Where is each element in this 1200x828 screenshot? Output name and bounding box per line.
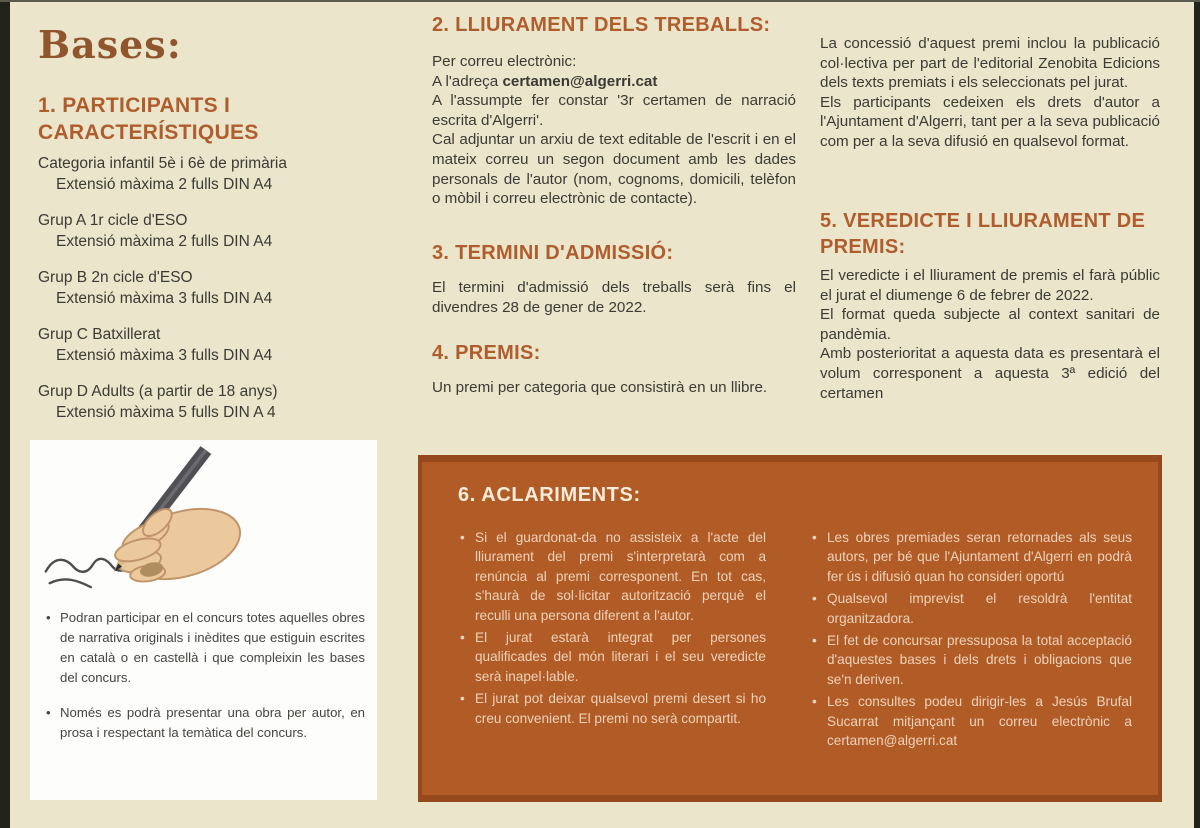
paragraph: A l'assumpte fer constar '3r certamen de narració escrita d'Algerri'.: [432, 92, 796, 129]
section6-heading: 6. ACLARIMENTS:: [458, 484, 641, 506]
aclariments-columns: [458, 528, 1132, 753]
note-item: • Podran participar en el concurs totes aquelles obres de narrativa originals i inèdites que estiguin escrites en català o en castellà i que compleixin les bases del concurs.: [42, 608, 365, 688]
category-detail: Extensió màxima 3 fulls DIN A4: [56, 290, 273, 307]
aclariments-left-column: [458, 528, 766, 753]
paragraph: Els participants cedeixen els drets d'autor a l'Ajuntament d'Algerri, tant per a la seva publicació com per a la seva difusió en qualsevol format.: [820, 93, 1160, 150]
participation-notes: [42, 608, 365, 758]
hand-writing-illustration: [36, 444, 271, 601]
section1-heading: 1. PARTICIPANTS I CARACTERÍSTIQUES: [38, 94, 259, 145]
categories-list: [38, 153, 383, 438]
paragraph: El format queda subjecte al context sanitari de pandèmia.: [820, 306, 1160, 343]
list-item: • Les consultes podeu dirigir-les a Jesús Brufal Sucarrat mitjançant un correu electrònic a certamen@algerri.cat: [810, 692, 1132, 750]
category-item: [38, 267, 383, 309]
category-name: Grup B 2n cicle d'ESO: [38, 269, 193, 286]
page-edge-right: [1194, 0, 1200, 828]
category-name: Categoria infantil 5è i 6è de primària: [38, 155, 287, 172]
section3-heading: 3. TERMINI D'ADMISSIÓ:: [432, 242, 674, 264]
category-name: Grup A 1r cicle d'ESO: [38, 212, 188, 229]
page-edge-top: [0, 0, 1200, 2]
category-detail: Extensió màxima 2 fulls DIN A4: [56, 176, 273, 193]
category-detail: Extensió màxima 3 fulls DIN A4: [56, 347, 273, 364]
paragraph: Per correu electrònic:: [432, 53, 577, 70]
category-detail: Extensió màxima 2 fulls DIN A4: [56, 233, 273, 250]
paragraph: Amb posterioritat a aquesta data es presentarà el volum corresponent a aquesta 3ª edició del certamen: [820, 345, 1160, 402]
delivery-instructions: [432, 52, 796, 209]
category-name: Grup D Adults (a partir de 18 anys): [38, 383, 278, 400]
paragraph: El veredicte i el lliurament de premis el farà públic el jurat el diumenge 6 de febrer de 2022.: [820, 267, 1160, 304]
email-line: [432, 72, 796, 92]
verdict-paragraphs: [820, 266, 1160, 403]
section4-heading: 4. PREMIS:: [432, 342, 541, 364]
note-item: • Només es podrà presentar una obra per autor, en prosa i respectant la temàtica del concurs.: [42, 703, 365, 743]
category-detail: Extensió màxima 5 fulls DIN A 4: [56, 404, 276, 421]
email-address: certamen@algerri.cat: [502, 72, 658, 90]
publication-paragraphs: [820, 34, 1160, 152]
list-item: • Si el guardonat-da no assisteix a l'acte del lliurament del premi s'interpretarà com a renúncia al premi corresponent. En tot cas, s'haurà de sol·licitar autorització perquè el reculli una persona diferent a l'autor.: [458, 528, 766, 625]
page-edge-left: [0, 0, 10, 828]
email-prefix: A l'adreça: [432, 72, 503, 90]
category-item: [38, 324, 383, 366]
section5-heading: 5. VEREDICTE I LLIURAMENT DE PREMIS:: [820, 210, 1146, 258]
category-name: Grup C Batxillerat: [38, 326, 161, 343]
section2-heading: 2. LLIURAMENT DELS TREBALLS:: [432, 14, 771, 36]
list-item: • El jurat pot deixar qualsevol premi desert si ho creu convenient. El premi no serà compartit.: [458, 689, 766, 728]
aclariments-right-column: [810, 528, 1132, 753]
list-item: • Qualsevol imprevist el resoldrà l'entitat organitzadora.: [810, 589, 1132, 628]
category-item: [38, 153, 383, 195]
prizes-paragraph: Un premi per categoria que consistirà en un llibre.: [432, 379, 768, 396]
deadline-paragraph: El termini d'admissió dels treballs serà fins el divendres 28 de gener de 2022.: [432, 279, 796, 316]
page-title: Bases:: [38, 22, 182, 67]
list-item: • El fet de concursar pressuposa la total acceptació d'aquestes bases i dels drets i obligacions que se'n deriven.: [810, 631, 1132, 689]
category-item: [38, 210, 383, 252]
aclariments-box: [418, 455, 1162, 802]
category-item: [38, 381, 383, 423]
paragraph: La concessió d'aquest premi inclou la publicació col·lectiva per part de l'editorial Zenobita Edicions dels texts premiats i els seleccionats pel jurat.: [820, 35, 1160, 92]
list-item: • El jurat estarà integrat per persones qualificades del món literari i el seu veredicte serà inapel·lable.: [458, 628, 766, 686]
paragraph: Cal adjuntar un arxiu de text editable de l'escrit i en el mateix correu un segon document amb les dades personals de l'autor (nom, cognoms, domicili, telèfon o mòbil i correu electrònic de contacte).: [432, 131, 796, 208]
list-item: • Les obres premiades seran retornades als seus autors, per bé que l'Ajuntament d'Algerri en podrà fer ús i difusió quan ho consideri oportú: [810, 528, 1132, 586]
notes-card: [30, 440, 377, 800]
